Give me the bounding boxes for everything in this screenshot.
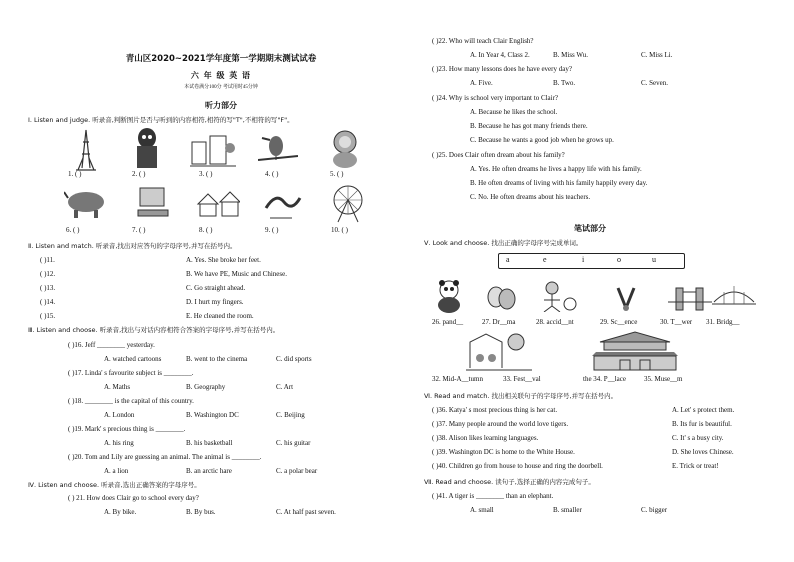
vowel-box [498,253,685,269]
item-31: 31. Bridg__ [706,318,740,326]
q41-b: B. smaller [553,506,582,514]
q40: ( )40. Children go from house to house and ring the doorbell. [432,462,603,470]
listening-section-title: 听力部分 [205,101,237,110]
hands-icon [262,188,302,222]
q17-c: C. Art [276,383,294,391]
item-10-label: 10. ( ) [331,226,348,234]
q21: ( ) 21. How does Clair go to school every day? [68,494,199,502]
costume-figure-icon [130,126,164,170]
q18: ( )18. ________ is the capital of this country. [68,397,194,405]
item-3-label: 3. ( ) [199,170,213,178]
q18-c: C. Beijing [276,411,305,419]
science-icon [612,284,640,312]
q24-a: A. Because he likes the school. [470,108,558,116]
q23-a: A. Five. [470,79,493,87]
q41-c: C. bigger [641,506,668,514]
q13: ( )13. [40,284,56,292]
bird-on-branch-icon [258,130,298,170]
a40: E. Trick or treat! [672,462,719,470]
q22: ( )22. Who will teach Clair English? [432,37,534,45]
q16-a: A. watched cartoons [104,355,162,363]
q16: ( )16. Jeff ________ yesterday. [68,341,155,349]
item-4-label: 4. ( ) [265,170,279,178]
accident-icon [540,278,578,312]
item-2-label: 2. ( ) [132,170,146,178]
q16-b: B. went to the cinema [186,355,248,363]
a14: D. I hurt my fingers. [186,298,244,306]
lion-icon [326,128,364,170]
q16-c: C. did sports [276,355,312,363]
q19-c: C. his guitar [276,439,311,447]
item-34: the 34. P__lace [583,375,626,383]
q19-b: B. his basketball [186,439,233,447]
a15: E. He cleaned the room. [186,312,254,320]
q20-b: B. an arctic hare [186,467,232,475]
item-30: 30. T__wer [660,318,693,326]
q25: ( )25. Does Clair often dream about his family? [432,151,565,159]
vowel-a: a [506,255,510,264]
part1-instruction: Ⅰ. Listen and judge. 听录音,判断图片是否与听到的内容相符,相符的写"T",不相符的写"F"。 [28,116,294,124]
a37: B. Its fur is beautiful. [672,420,732,428]
item-29: 29. Sc__ence [600,318,638,326]
panda-icon [432,278,466,314]
q22-c: C. Miss Li. [641,51,673,59]
part2-instruction: Ⅱ. Listen and match. 听录音,找出对应答句的字母序号,并写在括号内。 [28,242,237,250]
a12: B. We have PE, Music and Chinese. [186,270,287,278]
palace-icon [590,330,680,372]
q25-c: C. No. He often dreams about his teachers. [470,193,591,201]
q23: ( )23. How many lessons does he have every day? [432,65,572,73]
q24: ( )24. Why is school very important to Clair? [432,94,559,102]
q41-a: A. small [470,506,494,514]
q15: ( )15. [40,312,56,320]
rhino-icon [64,186,108,220]
item-7-label: 7. ( ) [132,226,146,234]
q25-a: A. Yes. He often dreams he lives a happy life with his family. [470,165,642,173]
item-5-label: 5. ( ) [330,170,344,178]
q19: ( )19. Mark' s precious thing is ________. [68,425,186,433]
exam-subtitle: 六 年 级 英 语 [190,71,252,80]
houses-icon [196,188,240,220]
q41: ( )41. A tiger is ________ than an elephant. [432,492,554,500]
part5-instruction: Ⅴ. Look and choose. 找出正确的字母序号完成单词。 [424,239,583,247]
item-1-label: 1. ( ) [68,170,82,178]
item-6-label: 6. ( ) [66,226,80,234]
part6-instruction: Ⅵ. Read and match. 找出相关联句子的字母序号,并写在括号内。 [424,392,618,400]
q37: ( )37. Many people around the world love tigers. [432,420,569,428]
q20: ( )20. Tom and Lily are guessing an animal. The animal is ________. [68,453,262,461]
q22-a: A. In Year 4, Class 2. [470,51,530,59]
a38: C. It' s a busy city. [672,434,724,442]
a13: C. Go straight ahead. [186,284,246,292]
item-27: 27. Dr__ma [482,318,516,326]
q11: ( )11. [40,256,55,264]
q36: ( )36. Katya' s most precious thing is her cat. [432,406,558,414]
exam-title: 青山区2020~2021学年度第一学期期末测试试卷 [125,54,317,64]
q17-b: B. Geography [186,383,226,391]
q14: ( )14. [40,298,56,306]
item-33: 33. Fest__val [503,375,541,383]
q18-b: B. Washington DC [186,411,239,419]
q21-c: C. At half past seven. [276,508,336,516]
q19-a: A. his ring [104,439,134,447]
vowel-e: e [543,255,547,264]
q21-b: B. By bus. [186,508,216,516]
q12: ( )12. [40,270,56,278]
exam-note: 本试卷满分100分 考试用时45分钟 [184,85,258,90]
item-9-label: 9. ( ) [265,226,279,234]
a39: D. She loves Chinese. [672,448,734,456]
q23-c: C. Seven. [641,79,669,87]
q17: ( )17. Linda' s favourite subject is ________. [68,369,194,377]
ferris-wheel-icon [330,184,366,224]
vowel-u: u [652,255,656,264]
part7-instruction: Ⅶ. Read and choose. 读句子,选择正确的内容完成句子。 [424,478,595,486]
computer-icon [134,186,174,220]
item-28: 28. accid__nt [536,318,574,326]
part4-instruction: Ⅳ. Listen and choose. 听录音,选出正确答案的字母序号。 [28,481,201,489]
q25-b: B. He often dreams of living with his family happily every day. [470,179,648,187]
q18-a: A. London [104,411,135,419]
q21-a: A. By bike. [104,508,137,516]
q23-b: B. Two. [553,79,576,87]
a11: A. Yes. She broke her feet. [186,256,261,264]
town-scene-icon [190,128,236,170]
vowel-o: o [617,255,621,264]
q17-a: A. Maths [104,383,131,391]
item-26: 26. pand__ [432,318,464,326]
item-32: 32. Mid-A__tumn [432,375,483,383]
q24-c: C. Because he wants a good job when he grows up. [470,136,614,144]
q20-a: A. a lion [104,467,129,475]
part3-instruction: Ⅲ. Listen and choose. 听录音,找出与对话内容相符合答案的字母序号,并写在括号内。 [28,326,280,334]
item-35: 35. Muse__m [644,375,683,383]
writing-section-title: 笔试部分 [574,224,606,233]
q39: ( )39. Washington DC is home to the White House. [432,448,575,456]
drama-masks-icon [486,286,516,310]
q24-b: B. Because he has got many friends there. [470,122,588,130]
item-8-label: 8. ( ) [199,226,213,234]
vowel-i: i [582,255,585,264]
q38: ( )38. Alison likes learning languages. [432,434,539,442]
eiffel-tower-icon [70,128,102,172]
bridge-icon [712,282,756,314]
q20-c: C. a polar bear [276,467,318,475]
mid-autumn-icon [466,330,532,372]
a36: A. Let' s protect them. [672,406,735,414]
q22-b: B. Miss Wu. [553,51,588,59]
tower-bridge-icon [668,284,712,314]
